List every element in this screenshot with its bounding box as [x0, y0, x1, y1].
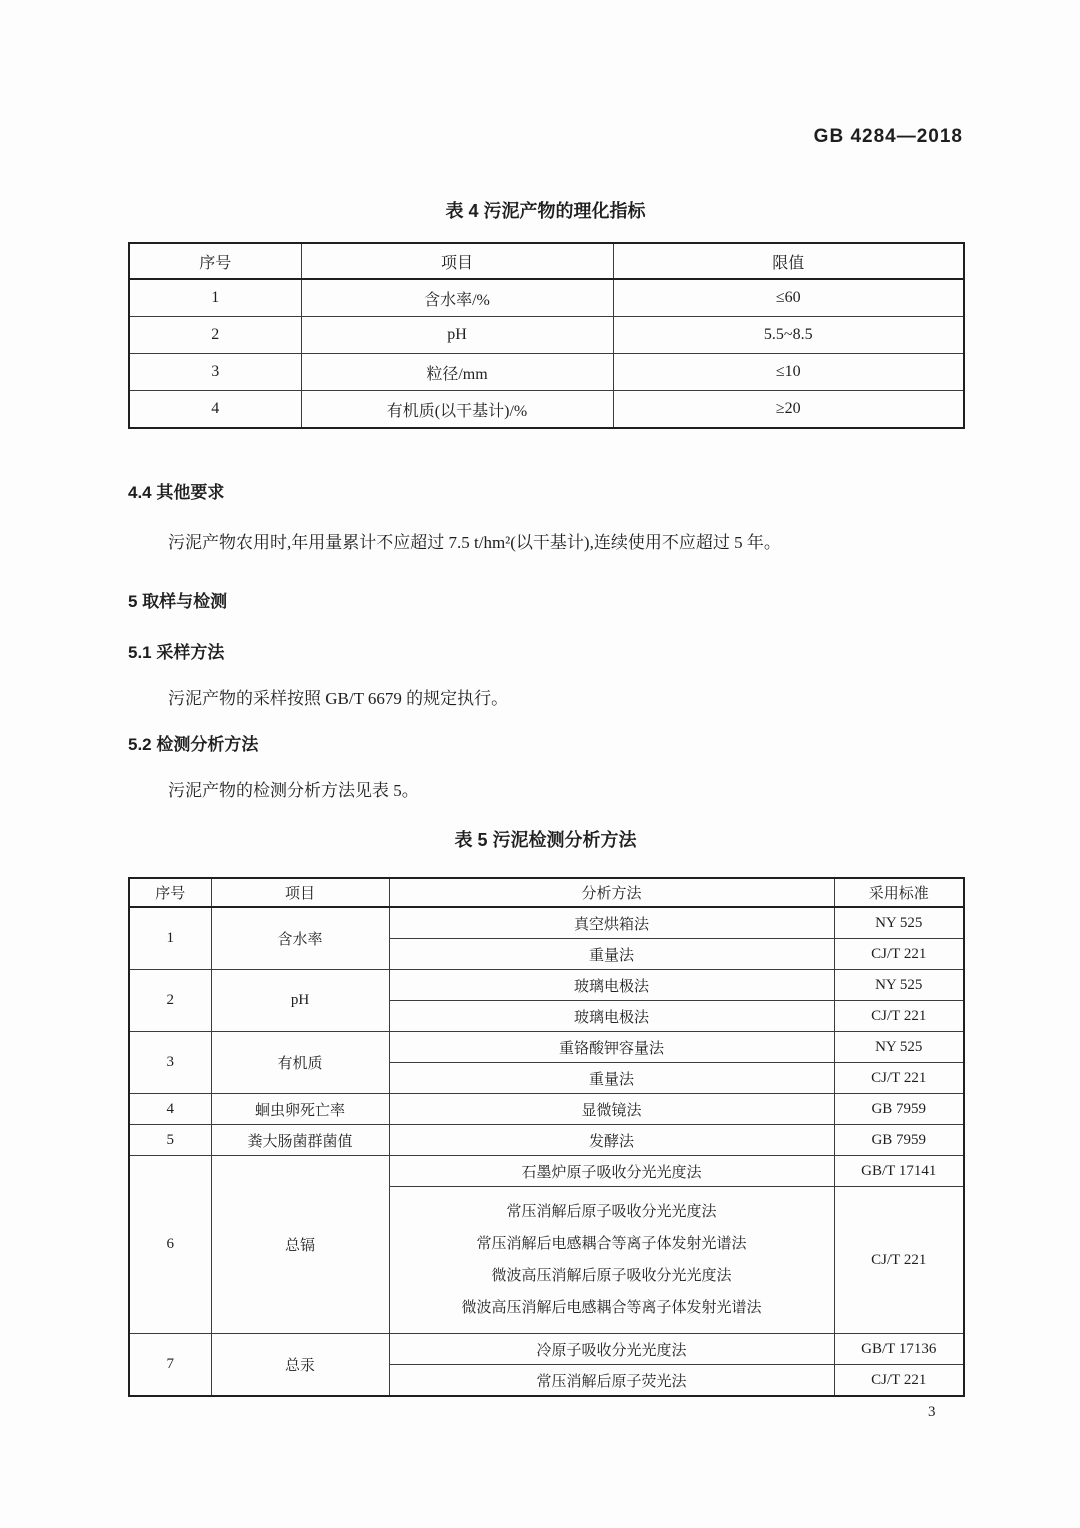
paragraph-5-1: 污泥产物的采样按照 GB/T 6679 的规定执行。	[168, 689, 509, 708]
cell: 粒径/mm	[301, 354, 613, 391]
cell: GB 7959	[834, 1125, 964, 1156]
cell: 粪大肠菌群菌值	[211, 1125, 389, 1156]
cell: GB/T 17141	[834, 1156, 964, 1187]
cell: NY 525	[834, 970, 964, 1001]
cell: 1	[129, 279, 301, 317]
cell: 重量法	[389, 1063, 834, 1094]
table-row	[129, 1125, 964, 1156]
column-header: 限值	[613, 243, 964, 279]
table-5	[128, 877, 965, 1397]
cell: 7	[129, 1334, 211, 1397]
cell: 有机质(以干基计)/%	[301, 391, 613, 429]
cell: 常压消解后原子荧光法	[389, 1365, 834, 1397]
cell: CJ/T 221	[834, 939, 964, 970]
cell: 总镉	[211, 1156, 389, 1334]
cell: 含水率	[211, 907, 389, 970]
cell: ≤10	[613, 354, 964, 391]
cell: CJ/T 221	[834, 1187, 964, 1334]
page-number: 3	[928, 1404, 936, 1420]
cell: 真空烘箱法	[389, 907, 834, 939]
paragraph-5-2: 污泥产物的检测分析方法见表 5。	[168, 781, 419, 800]
cell: 显微镜法	[389, 1094, 834, 1125]
table4-header-row	[129, 243, 964, 279]
table-row	[129, 1156, 964, 1187]
cell: 玻璃电极法	[389, 1001, 834, 1032]
table4-title: 表 4 污泥产物的理化指标	[445, 201, 646, 221]
column-header: 序号	[129, 878, 211, 907]
cell: 4	[129, 1094, 211, 1125]
cell: 石墨炉原子吸收分光光度法	[389, 1156, 834, 1187]
cell: GB/T 17136	[834, 1334, 964, 1365]
cell: 3	[129, 1032, 211, 1094]
cell: ≥20	[613, 391, 964, 429]
cell: pH	[211, 970, 389, 1032]
method-line: 微波高压消解后原子吸收分光光度法	[491, 1268, 732, 1284]
cell: 5.5~8.5	[613, 317, 964, 354]
cell: GB 7959	[834, 1094, 964, 1125]
table-4	[128, 242, 965, 429]
table5-header-row	[129, 878, 964, 907]
table-row	[129, 907, 964, 939]
standard-code: GB 4284—2018	[813, 126, 963, 147]
cell: 发酵法	[389, 1125, 834, 1156]
method-line: 常压消解后原子吸收分光光度法	[506, 1204, 717, 1220]
cell: 玻璃电极法	[389, 970, 834, 1001]
cell: CJ/T 221	[834, 1365, 964, 1397]
table-row	[129, 354, 964, 391]
cell: 4	[129, 391, 301, 429]
column-header: 项目	[211, 878, 389, 907]
table-row	[129, 279, 964, 317]
cell: 含水率/%	[301, 279, 613, 317]
cell: 3	[129, 354, 301, 391]
table-row	[129, 970, 964, 1001]
column-header: 分析方法	[389, 878, 834, 907]
cell: 2	[129, 317, 301, 354]
cell: 1	[129, 907, 211, 970]
cell	[389, 1187, 834, 1334]
cell: 有机质	[211, 1032, 389, 1094]
cell: pH	[301, 317, 613, 354]
cell: CJ/T 221	[834, 1063, 964, 1094]
method-line: 常压消解后电感耦合等离子体发射光谱法	[476, 1236, 747, 1252]
table-row	[129, 317, 964, 354]
table-row	[129, 1094, 964, 1125]
table-row	[129, 1032, 964, 1063]
section-heading-4-4: 4.4 其他要求	[128, 483, 225, 502]
paragraph-4-4: 污泥产物农用时,年用量累计不应超过 7.5 t/hm²(以干基计),连续使用不应超过 5 年。	[168, 533, 781, 552]
cell: NY 525	[834, 907, 964, 939]
column-header: 序号	[129, 243, 301, 279]
section-heading-5: 5 取样与检测	[128, 592, 228, 611]
cell: 蛔虫卵死亡率	[211, 1094, 389, 1125]
table-row	[129, 391, 964, 429]
cell: 重铬酸钾容量法	[389, 1032, 834, 1063]
cell: 6	[129, 1156, 211, 1334]
table5-title: 表 5 污泥检测分析方法	[454, 830, 637, 850]
cell: 2	[129, 970, 211, 1032]
cell: 冷原子吸收分光光度法	[389, 1334, 834, 1365]
cell: 重量法	[389, 939, 834, 970]
column-header: 采用标准	[834, 878, 964, 907]
cell: 总汞	[211, 1334, 389, 1397]
method-line: 微波高压消解后电感耦合等离子体发射光谱法	[461, 1300, 762, 1316]
section-heading-5-2: 5.2 检测分析方法	[128, 735, 259, 754]
cell: 5	[129, 1125, 211, 1156]
cell: ≤60	[613, 279, 964, 317]
cell: CJ/T 221	[834, 1001, 964, 1032]
table-row	[129, 1334, 964, 1365]
column-header: 项目	[301, 243, 613, 279]
section-heading-5-1: 5.1 采样方法	[128, 643, 225, 662]
cell: NY 525	[834, 1032, 964, 1063]
